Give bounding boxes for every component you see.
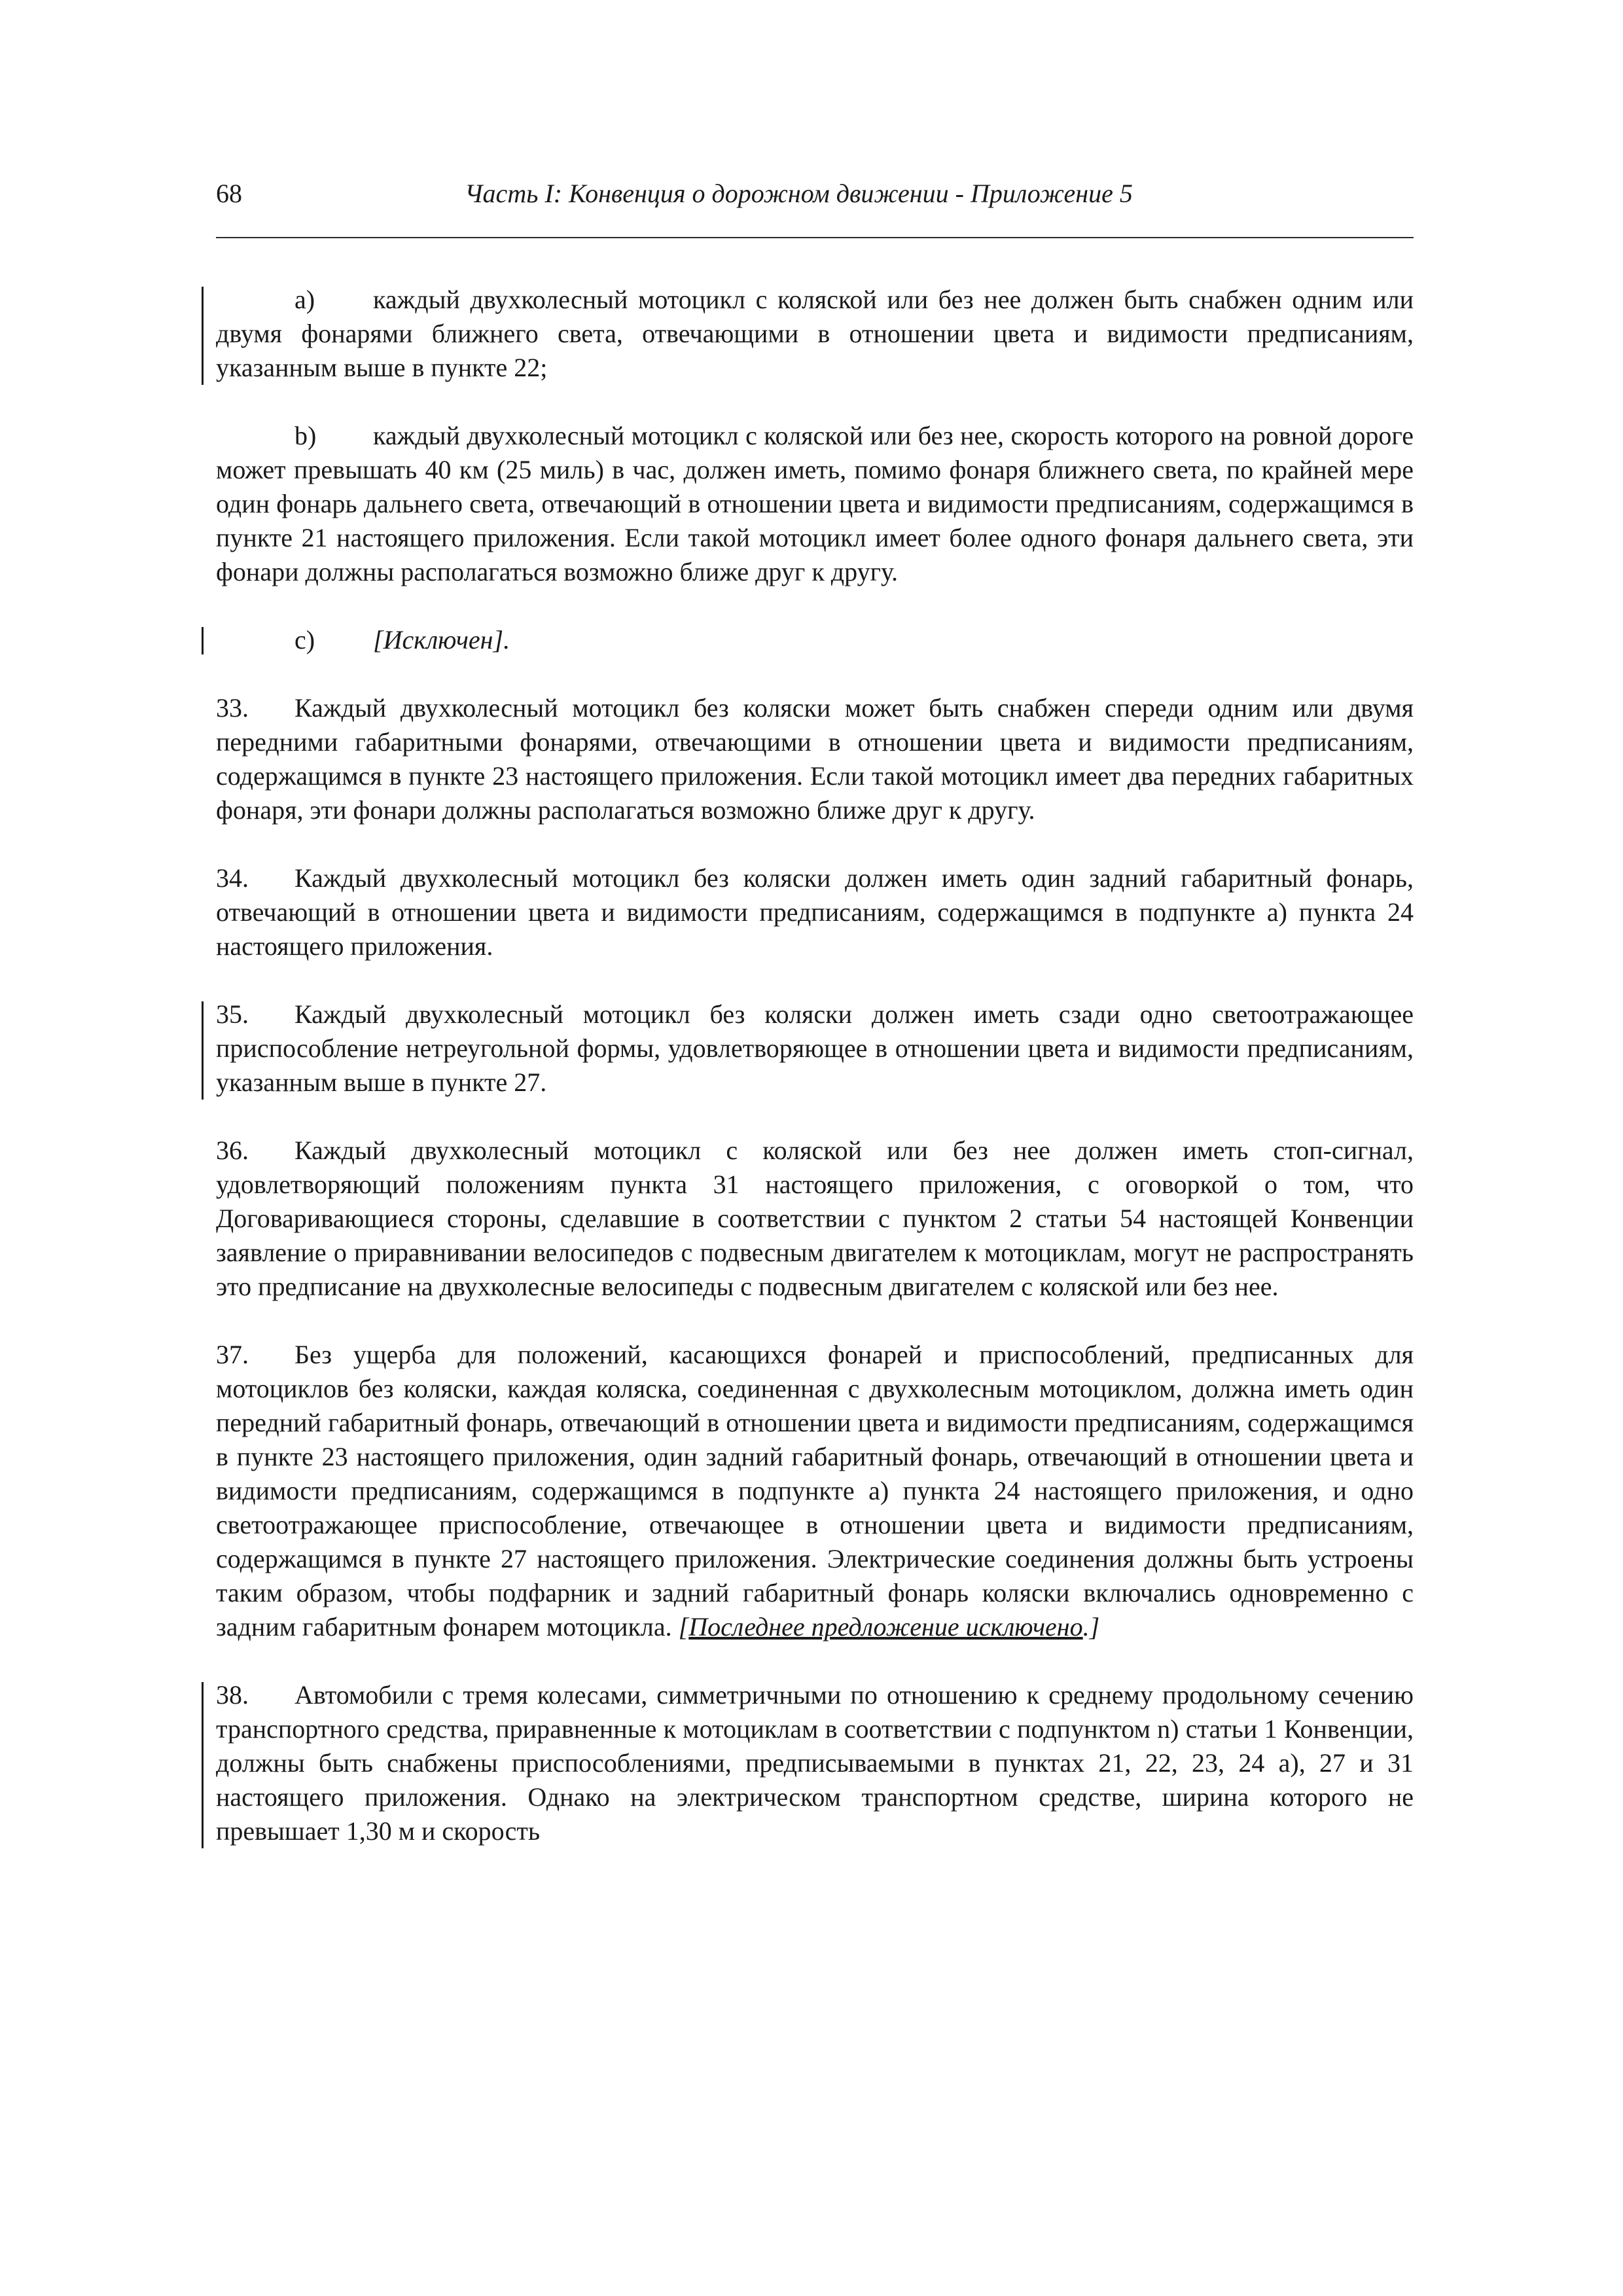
deleted-note-open: [ bbox=[678, 1612, 689, 1641]
deleted-note bbox=[679, 1612, 1100, 1641]
revision-bar bbox=[202, 287, 204, 385]
paragraph-number: 33. bbox=[216, 693, 249, 723]
paragraph-36 bbox=[216, 1134, 1414, 1304]
document-page bbox=[216, 0, 1414, 2296]
paragraph-34 bbox=[216, 861, 1414, 963]
paragraph-number: 37. bbox=[216, 1340, 249, 1369]
paragraph-number: 34. bbox=[216, 863, 249, 893]
revision-bar bbox=[202, 1682, 204, 1848]
paragraph-text: Автомобили с тремя колесами, симметричными по отношению к среднему продольному сечению транспортного средства, приравненные к мотоциклам в соответствии с подпунктом n) статьи 1 Конвенции, должны быть снабжены приспособлениями, предписываемыми в пунктах 21, 22, 23, 24 а), 27 и 31 настоящего приложения. Однако на электрическом транспортном средстве, ширина которого не превышает 1,30 м и скорость bbox=[216, 1680, 1414, 1846]
page-number: 68 bbox=[216, 179, 242, 208]
paragraph-text: каждый двухколесный мотоцикл с коляской или без нее должен быть снабжен одним или двумя фонарями ближнего света, отвечающими в отношении цвета и видимости предписаниям, указанным выше в пункте 22; bbox=[216, 285, 1414, 382]
running-title: Часть I: Конвенция о дорожном движении - Приложение 5 bbox=[465, 179, 1133, 208]
page-header bbox=[216, 178, 1414, 217]
paragraph-text: Каждый двухколесный мотоцикл с коляской или без нее должен иметь стоп-сигнал, удовлетворяющий положениям пункта 31 настоящего приложения, с оговоркой о том, что Договаривающиеся стороны, сделавшие в соответствии с пунктом 2 статьи 54 настоящей Конвенции заявление о приравнивании велосипедов с подвесным двигателем к мотоциклам, могут не распространять это предписание на двухколесные велосипеды с подвесным двигателем с коляской или без нее. bbox=[216, 1136, 1414, 1301]
paragraph-38 bbox=[216, 1678, 1414, 1848]
paragraph-number: 35. bbox=[216, 999, 249, 1029]
paragraph-label: b) bbox=[294, 421, 317, 450]
paragraph-label: c) bbox=[294, 625, 315, 655]
deleted-note-close: .] bbox=[1082, 1612, 1100, 1641]
paragraph-text: каждый двухколесный мотоцикл с коляской или без нее, скорость которого на ровной дороге может превышать 40 км (25 миль) в час, должен иметь, помимо фонаря ближнего света, по крайней мере один фонарь дальнего света, отвечающий в отношении цвета и видимости предписаниям, содержащимся в пункте 21 настоящего приложения. Если такой мотоцикл имеет более одного фонаря дальнего света, эти фонари должны располагаться возможно ближе друг к другу. bbox=[216, 421, 1414, 586]
paragraph-35 bbox=[216, 997, 1414, 1100]
paragraph-label: a) bbox=[294, 285, 315, 314]
paragraph-32b bbox=[216, 419, 1414, 589]
paragraph-number: 38. bbox=[216, 1680, 249, 1710]
paragraph-text: Каждый двухколесный мотоцикл без коляски может быть снабжен спереди одним или двумя передними габаритными фонарями, отвечающими в отношении цвета и видимости предписаниям, содержащимся в пункте 23 настоящего приложения. Если такой мотоцикл имеет два передних габаритных фонаря, эти фонари должны располагаться возможно ближе друг к другу. bbox=[216, 693, 1414, 825]
document-body bbox=[216, 283, 1414, 1882]
paragraph-33 bbox=[216, 691, 1414, 827]
paragraph-37 bbox=[216, 1338, 1414, 1644]
paragraph-32a bbox=[216, 283, 1414, 385]
paragraph-text: Каждый двухколесный мотоцикл без коляски должен иметь один задний габаритный фонарь, отвечающий в отношении цвета и видимости предписаниям, содержащимся в подпункте а) пункта 24 настоящего приложения. bbox=[216, 863, 1414, 961]
paragraph-text: [Исключен]. bbox=[373, 625, 510, 655]
paragraph-number: 36. bbox=[216, 1136, 249, 1165]
revision-bar bbox=[202, 1001, 204, 1100]
header-divider bbox=[216, 237, 1414, 238]
deleted-note-text: Последнее предложение исключено bbox=[688, 1612, 1083, 1641]
paragraph-text: Без ущерба для положений, касающихся фонарей и приспособлений, предписанных для мотоциклов без коляски, каждая коляска, соединенная с двухколесным мотоциклом, должна иметь один передний габаритный фонарь, отвечающий в отношении цвета и видимости предписаниям, содержащимся в пункте 23 настоящего приложения, один задний габаритный фонарь, отвечающий в отношении цвета и видимости предписаниям, содержащимся в подпункте а) пункта 24 настоящего приложения, и одно светоотражающее приспособление, отвечающее в отношении цвета и видимости предписаниям, содержащимся в пункте 27 настоящего приложения. Электрические соединения должны быть устроены таким образом, чтобы подфарник и задний габаритный фонарь коляски включались одновременно с задним габаритным фонарем мотоцикла. bbox=[216, 1340, 1414, 1641]
paragraph-text: Каждый двухколесный мотоцикл без коляски должен иметь сзади одно светоотражающее приспособление нетреугольной формы, удовлетворяющее в отношении цвета и видимости предписаниям, указанным выше в пункте 27. bbox=[216, 999, 1414, 1097]
revision-bar bbox=[202, 627, 204, 655]
paragraph-32c bbox=[216, 623, 1414, 657]
